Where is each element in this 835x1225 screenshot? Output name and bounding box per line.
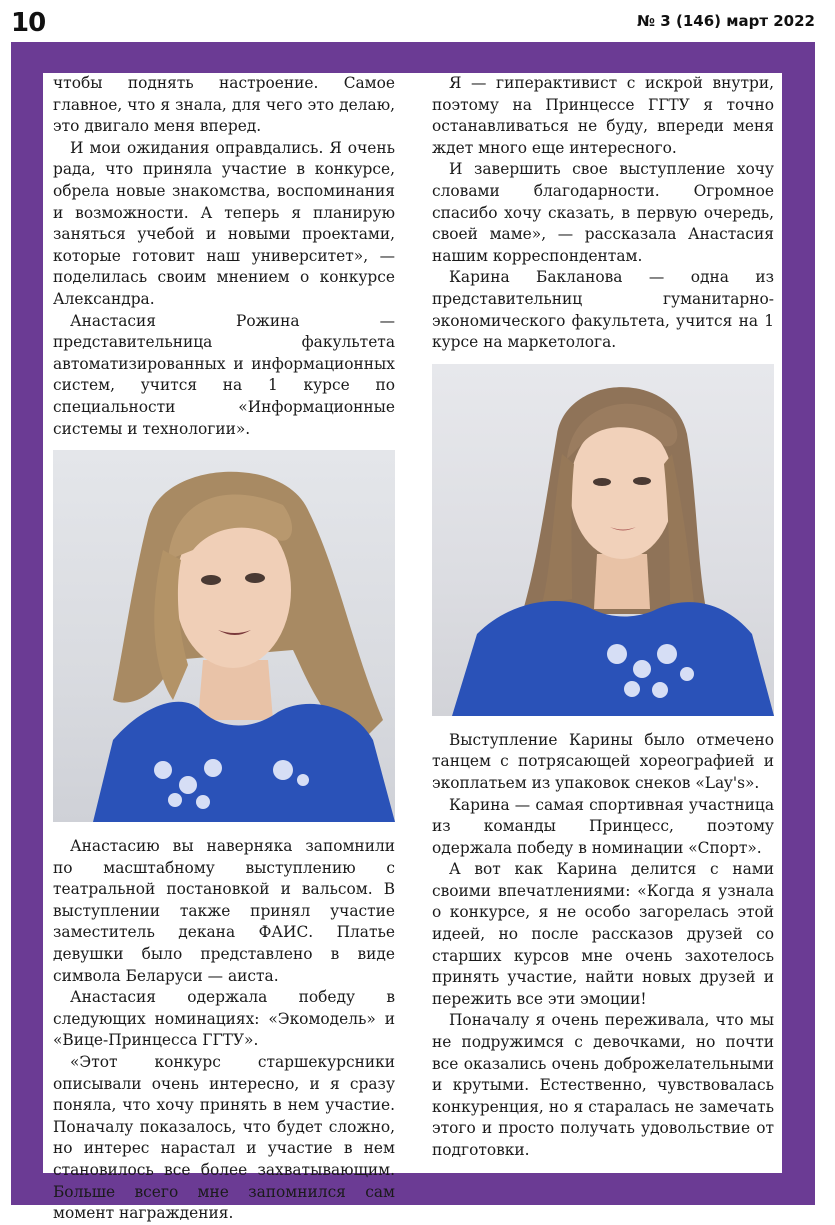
portrait-illustration bbox=[432, 364, 774, 716]
photo-anastasia-rozhina bbox=[53, 450, 395, 822]
paragraph: И завершить свое выступление хочу словами благодарности. Огромное спасибо хочу сказать, в первую очередь, своей маме», — рассказала Анастасия нашим корреспондентам. bbox=[432, 160, 774, 265]
paragraph: «Этот конкурс старшекурсники описывали очень интересно, и я сразу поняла, что хочу принять в нем участие. Поначалу показалось, что будет сложно, но интерес нарастал и участие в нем становилось все более захватывающим. Больше всего мне запомнился сам момент награждения. bbox=[53, 1053, 395, 1223]
paragraph: Я — гиперактивист с искрой внутри, поэтому на Принцессе ГГТУ я точно останавливаться не буду, впереди меня ждет много еще интересного. bbox=[432, 74, 774, 157]
page-number: 10 bbox=[11, 8, 46, 38]
page-header bbox=[0, 0, 835, 42]
right-column bbox=[432, 73, 774, 1162]
portrait-illustration bbox=[53, 450, 395, 822]
paragraph: Анастасию вы наверняка запомнили по масштабному выступлению с театральной постановкой и вальсом. В выступлении также принял участие заместитель декана ФАИС. Платье девушки было представлено в виде символа Беларуси — аиста. bbox=[53, 837, 395, 985]
paragraph: Поначалу я очень переживала, что мы не подружимся с девочками, но почти все оказались очень доброжелательными и крутыми. Естественно, чувствовалась конкуренция, но я старалась не замечать этого и просто получать удовольствие от подготовки. bbox=[432, 1011, 774, 1159]
paragraph: Анастасия одержала победу в следующих номинациях: «Экомодель» и «Вице-Принцесса ГГТУ». bbox=[53, 988, 395, 1050]
photo-karina-baklanova bbox=[432, 364, 774, 716]
paragraph: И мои ожидания оправдались. Я очень рада, что приняла участие в конкурсе, обрела новые знакомства, воспоминания и возможности. А теперь я планирую заняться учебой и новыми проектами, которые готовит наш университет», — поделилась своим мнением о конкурсе Александра. bbox=[53, 138, 395, 308]
paragraph: Карина — самая спортивная участница из команды Принцесс, поэтому одержала победу в номинации «Спорт». bbox=[432, 795, 774, 857]
paragraph: чтобы поднять настроение. Самое главное, что я знала, для чего это делаю, это двигало меня вперед. bbox=[53, 74, 395, 136]
issue-label: № 3 (146) март 2022 bbox=[637, 12, 815, 30]
paragraph: Карина Бакланова — одна из представительниц гуманитарно-экономического факультета, учится на 1 курсе на маркетолога. bbox=[432, 268, 774, 352]
paragraph: Анастасия Рожина — представительница факультета автоматизированных и информационных систем, учится на 1 курсе по специальности «Информационные системы и технологии». bbox=[53, 311, 395, 438]
article-sheet bbox=[43, 73, 782, 1223]
paragraph: А вот как Карина делится с нами своими впечатлениями: «Когда я узнала о конкурсе, я не особо загорелась этой идеей, но после рассказов друзей со старших курсов мне очень захотелось принять участие, найти новых друзей и пережить все эти эмоции! bbox=[432, 860, 774, 1008]
left-column bbox=[53, 73, 395, 1225]
paragraph: Выступление Карины было отмечено танцем с потрясающей хореографией и экоплатьем из упаковок снеков «Lay's». bbox=[432, 730, 774, 792]
